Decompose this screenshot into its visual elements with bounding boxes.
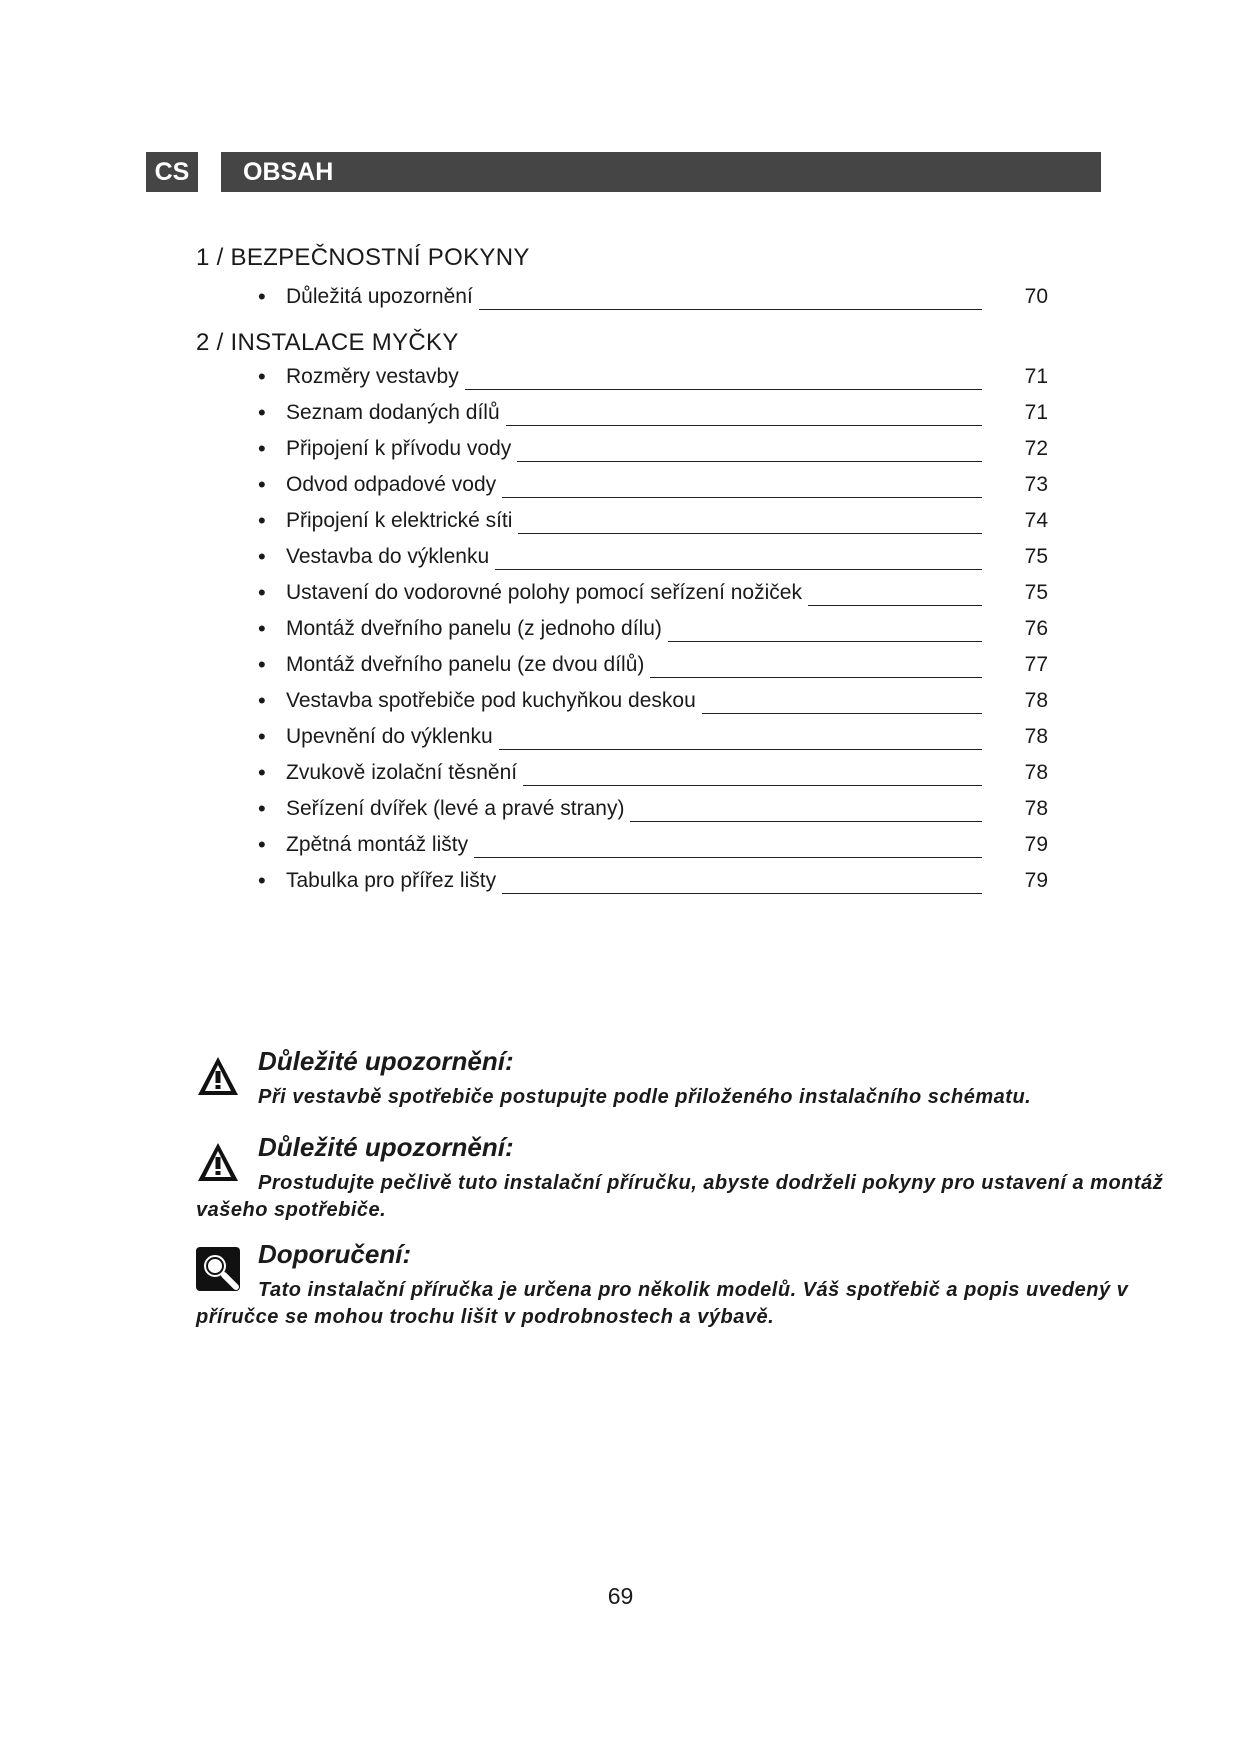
toc-entry-page: 78 — [1024, 761, 1048, 784]
toc-entry-page: 75 — [1024, 545, 1048, 568]
toc-entry-page: 71 — [1024, 401, 1048, 424]
bullet-icon: • — [258, 868, 266, 893]
bullet-icon: • — [258, 364, 266, 389]
toc-entry-page: 78 — [1024, 725, 1048, 748]
toc-entry-label: Zpětná montáž lišty — [286, 830, 474, 860]
toc-entry-label: Odvod odpadové vody — [286, 470, 502, 500]
toc-entry-label: Rozměry vestavby — [286, 362, 465, 392]
toc-entry-label: Seznam dodaných dílů — [286, 398, 506, 428]
bullet-icon: • — [258, 508, 266, 533]
toc-entry-page: 70 — [1024, 285, 1048, 308]
note-text: Při vestavbě spotřebiče postupujte podle přiloženého instalačního schématu. — [258, 1086, 1032, 1108]
toc-entry-page: 78 — [1024, 797, 1048, 820]
toc-entry — [258, 282, 1048, 316]
toc-entry — [258, 686, 1048, 720]
language-badge: CS — [146, 152, 198, 192]
bullet-icon: • — [258, 760, 266, 785]
toc-entry — [258, 758, 1048, 792]
note-text: Tato instalační příručka je určena pro několik modelů. Váš spotřebič a popis uvedený v příručce se mohou trochu lišit v podrobnostech a výbavě. — [196, 1279, 1129, 1328]
toc-entry-page: 71 — [1024, 365, 1048, 388]
note-recommendation — [196, 1239, 1196, 1329]
bullet-icon: • — [258, 284, 266, 309]
toc-entry-label: Připojení k elektrické síti — [286, 506, 518, 536]
toc-entry — [258, 830, 1048, 864]
bullet-icon: • — [258, 616, 266, 641]
toc-entry-page: 74 — [1024, 509, 1048, 532]
toc-entry — [258, 794, 1048, 828]
toc-entry-label: Seřízení dvířek (levé a pravé strany) — [286, 794, 630, 824]
note-text: Prostudujte pečlivě tuto instalační příručku, abyste dodrželi pokyny pro ustavení a montáž vašeho spotřebiče. — [196, 1172, 1164, 1221]
bullet-icon: • — [258, 580, 266, 605]
toc-entry-label: Upevnění do výklenku — [286, 722, 499, 752]
toc-entry-page: 79 — [1024, 833, 1048, 856]
note-important-1 — [196, 1046, 1196, 1106]
toc-entry — [258, 470, 1048, 504]
bullet-icon: • — [258, 724, 266, 749]
toc-entry-page: 72 — [1024, 437, 1048, 460]
bullet-icon: • — [258, 436, 266, 461]
toc-entry-page: 77 — [1024, 653, 1048, 676]
toc-entry-label: Důležitá upozornění — [286, 282, 479, 312]
toc-entry-page: 79 — [1024, 869, 1048, 892]
bullet-icon: • — [258, 400, 266, 425]
section-title-safety: 1 / BEZPEČNOSTNÍ POKYNY — [196, 244, 530, 271]
toc-entry — [258, 578, 1048, 612]
page-number: 69 — [607, 1583, 634, 1609]
toc-entry-label: Vestavba do výklenku — [286, 542, 495, 572]
toc-entry-label: Vestavba spotřebiče pod kuchyňkou deskou — [286, 686, 702, 716]
toc-entry-page: 76 — [1024, 617, 1048, 640]
toc-entry-label: Připojení k přívodu vody — [286, 434, 517, 464]
toc-entry — [258, 362, 1048, 396]
bullet-icon: • — [258, 544, 266, 569]
toc-entry-label: Ustavení do vodorovné polohy pomocí seřízení nožiček — [286, 578, 808, 608]
note-heading: Důležité upozornění: — [258, 1132, 514, 1162]
note-heading: Doporučení: — [258, 1239, 412, 1269]
toc-entry — [258, 542, 1048, 576]
toc-entry — [258, 722, 1048, 756]
toc-entry-label: Montáž dveřního panelu (z jednoho dílu) — [286, 614, 668, 644]
toc-entry-page: 78 — [1024, 689, 1048, 712]
toc-entry — [258, 614, 1048, 648]
toc-entry-label: Tabulka pro přířez lišty — [286, 866, 502, 896]
toc-entry — [258, 506, 1048, 540]
toc-entry-label: Zvukově izolační těsnění — [286, 758, 523, 788]
note-heading: Důležité upozornění: — [258, 1046, 514, 1076]
note-important-2 — [196, 1132, 1196, 1222]
toc-entry-label: Montáž dveřního panelu (ze dvou dílů) — [286, 650, 650, 680]
bullet-icon: • — [258, 832, 266, 857]
page-title: OBSAH — [221, 152, 1101, 192]
bullet-icon: • — [258, 796, 266, 821]
toc-entry — [258, 434, 1048, 468]
bullet-icon: • — [258, 652, 266, 677]
bullet-icon: • — [258, 472, 266, 497]
toc-entry — [258, 650, 1048, 684]
toc-entry — [258, 398, 1048, 432]
toc-entry-page: 73 — [1024, 473, 1048, 496]
bullet-icon: • — [258, 688, 266, 713]
toc-entry — [258, 866, 1048, 900]
section-title-installation: 2 / INSTALACE MYČKY — [196, 329, 459, 356]
toc-entry-page: 75 — [1024, 581, 1048, 604]
